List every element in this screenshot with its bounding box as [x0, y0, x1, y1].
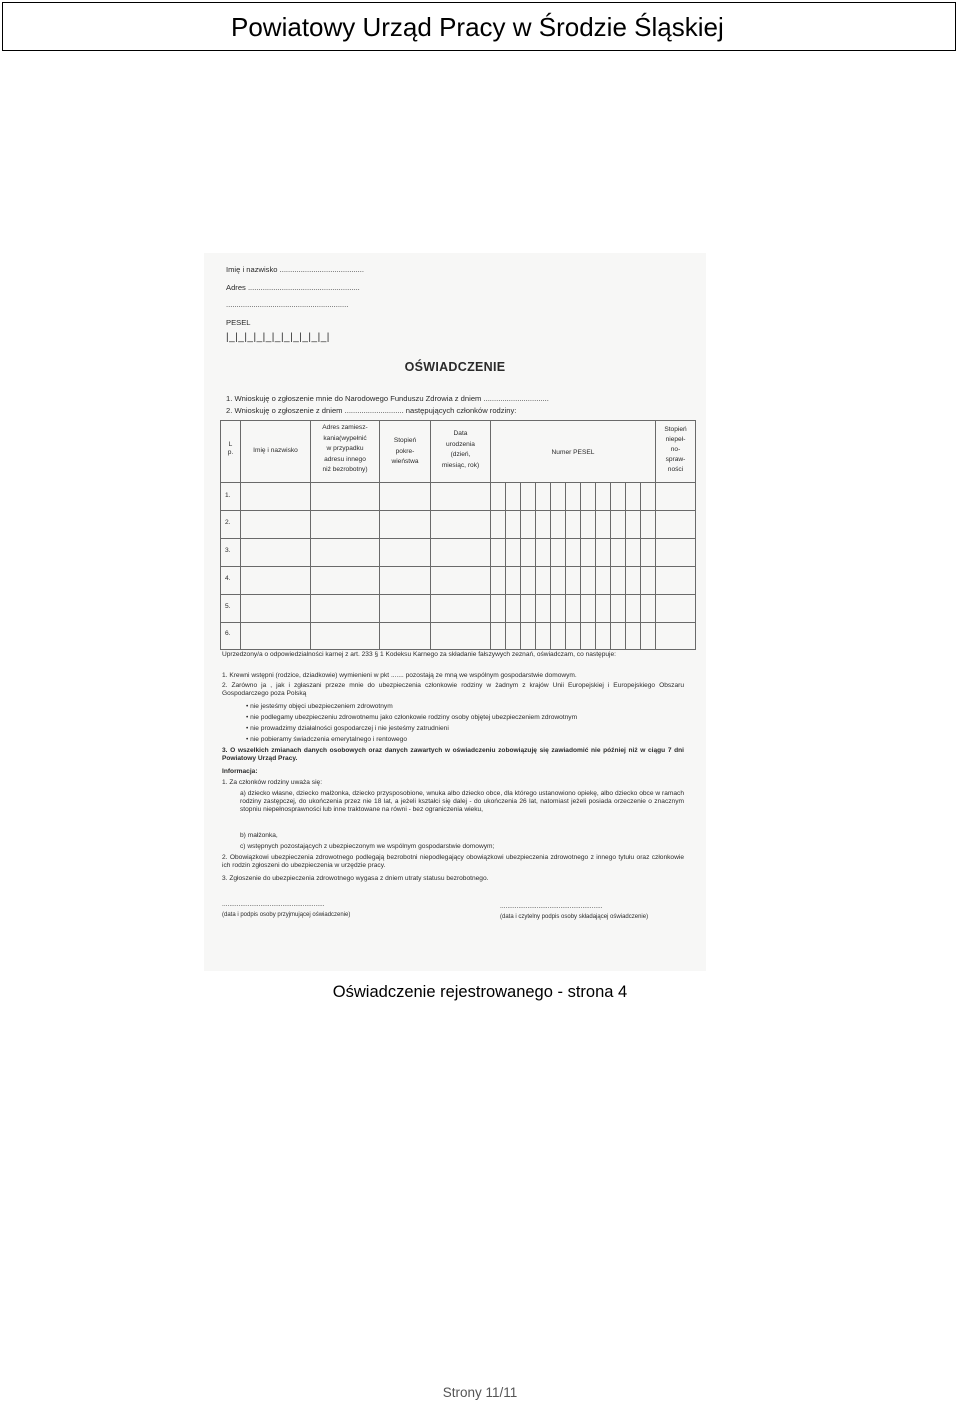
info-2: 2. Obowiązkowi ubezpieczenia zdrowotnego podlegają bezrobotni niepodlegający obowiązkowi ubezpieczenia zdrowotnego z innego tytułu oraz członkowie ich rodzin zgłoszeni do ubezpieczenia w urzędzie pracy. — [222, 854, 684, 869]
header-lp: L p. — [227, 441, 234, 456]
header-box — [2, 2, 956, 51]
bullet-item: • nie prowadzimy działalności gospodarczej i nie jesteśmy zatrudnieni — [246, 725, 449, 732]
image-caption: Oświadczenie rejestrowanego - strona 4 — [332, 983, 628, 1001]
table-row-number: 6. — [225, 630, 231, 637]
table-row-number: 5. — [225, 603, 231, 610]
header-kinship: Stopień pokre- wieństwa — [391, 437, 419, 465]
page-title: Powiatowy Urząd Pracy w Środzie Śląskiej — [231, 12, 724, 42]
info-1c: c) wstępnych pozostających z ubezpieczonym we wspólnym gospodarstwie domowym; — [240, 843, 495, 850]
scanned-form-image — [204, 253, 706, 971]
info-1b: b) małżonka, — [240, 832, 278, 839]
statement-3: 3. O wszelkich zmianach danych osobowych oraz danych zawartych w oświadczeniu zobowiązuję się zawiadomić nie później niż w ciągu 7 dni Powiatowy Urząd Pracy. — [222, 747, 684, 762]
name-field: Imię i nazwisko ........................................ — [226, 265, 364, 274]
statement-1: 1. Krewni wstępni (rodzice, dziadkowie) wymienieni w pkt ....... pozostają ze mną we wspólnym gospodarstwie domowym. — [222, 672, 577, 679]
table-row-number: 4. — [225, 575, 231, 582]
bullet-item: • nie jesteśmy objęci ubezpieczeniem zdrowotnym — [246, 703, 393, 710]
signature-caption-left: (data i podpis osoby przyjmującej oświadczenie) — [222, 912, 351, 918]
header-address: Adres zamiesz- kania(wypełnić w przypadku adresu innego niż bezrobotny) — [322, 424, 368, 473]
info-1: 1. Za członków rodziny uważa się: — [222, 779, 323, 786]
info-1a: a) dziecko własne, dziecko małżonka, dziecko przysposobione, wnuka albo dziecko obce, dla którego ustanowiono opiekę, albo dziecko obce w ramach rodziny zastępczej, do ukończenia przez nie 18 lat, a jeżeli kształci się dalej - do ukończenia 26 lat, natomiast jeżeli posiada orzeczenie o znacznym stopniu niepełnosprawności lub inne traktowane na równi - bez ograniczenia wieku, — [240, 790, 684, 813]
request-2: 2. Wnioskuję o zgłoszenie z dniem ............................ następujących członków rodziny: — [226, 406, 517, 415]
statement-2: 2. Zarówno ja , jak i zgłaszani przeze mnie do ubezpieczenia członkowie rodziny w żadnym z krajów Unii Europejskiej i Europejskiego Obszaru Gospodarczego poza Polską — [222, 682, 684, 697]
form-heading: OŚWIADCZENIE — [404, 360, 506, 374]
header-name: Imię i nazwisko — [253, 447, 298, 454]
header-birth: Data urodzenia (dzień, miesiąc, rok) — [441, 430, 480, 469]
pesel-boxes: |_|_|_|_|_|_|_|_|_|_|_| — [226, 332, 330, 343]
address-line-2: .......................................................... — [226, 300, 349, 309]
pesel-label: PESEL — [226, 318, 251, 327]
table-row-number: 2. — [225, 519, 231, 526]
warning-text: Uprzedzony/a o odpowiedzialności karnej z art. 233 § 1 Kodeksu Karnego za składanie fałszywych zeznań, oświadczam, co następuje: — [222, 651, 617, 658]
header-disability: Stopień niepeł- no- spraw- ności — [664, 426, 687, 473]
header-pesel: Numer PESEL — [551, 449, 595, 456]
request-1: 1. Wnioskuję o zgłoszenie mnie do Narodowego Funduszu Zdrowia z dniem ............................... — [226, 394, 549, 403]
table-row-number: 3. — [225, 547, 231, 554]
signature-line-left: ........................................................ — [222, 901, 325, 908]
bullet-item: • nie podlegamy ubezpieczeniu zdrowotnemu jako członkowie rodziny osoby objętej ubezpieczeniem zdrowotnym — [246, 714, 578, 721]
bullet-item: • nie pobieramy świadczenia emerytalnego i rentowego — [246, 736, 408, 743]
info-3: 3. Zgłoszenie do ubezpieczenia zdrowotnego wygasa z dniem utraty statusu bezrobotnego. — [222, 875, 489, 882]
signature-caption-right: (data i czytelny podpis osoby składającej oświadczenie) — [500, 914, 649, 920]
address-field: Adres ..................................................... — [226, 283, 360, 292]
page-counter: Strony 11/11 — [442, 1385, 518, 1400]
table-row-number: 1. — [225, 492, 231, 499]
info-label: Informacja: — [222, 768, 258, 775]
signature-line-right: ........................................................ — [500, 903, 603, 910]
